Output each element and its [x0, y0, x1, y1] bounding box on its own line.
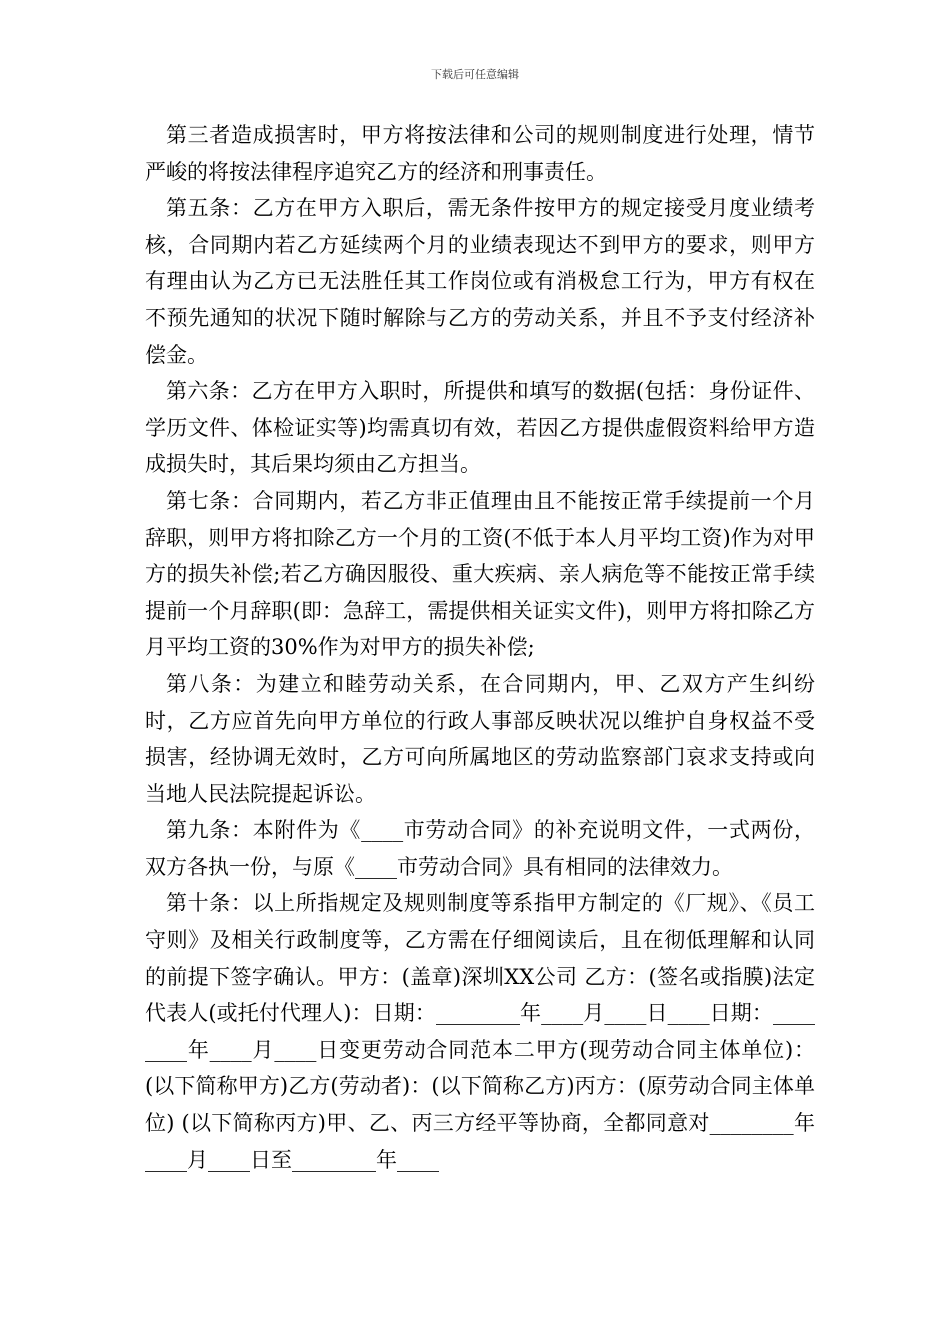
- paragraph-article-7: 第七条：合同期内，若乙方非正值理由且不能按正常手续提前一个月辞职，则甲方将扣除乙方一个月的工资(不低于本人月平均工资)作为对甲方的损失补偿;若乙方确因服役、重大疾病、亲人病危等不能按正常手续提前一个月辞职(即：急辞工，需提供相关证实文件)，则甲方将扣除乙方月平均工资的30%作为对甲方的损失补偿;: [145, 488, 815, 660]
- document-body: [145, 117, 815, 1178]
- paragraph-article-4-continued: 第三者造成损害时，甲方将按法律和公司的规则制度进行处理，情节严峻的将按法律程序追究乙方的经济和刑事责任。: [145, 123, 815, 184]
- paragraph-article-6: 第六条：乙方在甲方入职时，所提供和填写的数据(包括：身份证件、学历文件、体检证实等)均需真切有效，若因乙方提供虚假资料给甲方造成损失时，其后果均须由乙方担当。: [145, 379, 815, 477]
- paragraph-article-5: 第五条：乙方在甲方入职后，需无条件按甲方的规定接受月度业绩考核，合同期内若乙方延续两个月的业绩表现达不到甲方的要求，则甲方有理由认为乙方已无法胜任其工作岗位或有消极怠工行为，甲方有权在不预先通知的状况下随时解除与乙方的劳动关系，并且不予支付经济补偿金。: [145, 196, 815, 367]
- paragraph-article-9: 第九条：本附件为《____市劳动合同》的补充说明文件，一式两份，双方各执一份，与原《____市劳动合同》具有相同的法律效力。: [145, 818, 815, 879]
- page-header: 下载后可任意编辑: [431, 68, 519, 81]
- paragraph-article-10: 第十条：以上所指规定及规则制度等系指甲方制定的《厂规》、《员工守则》及相关行政制度等，乙方需在仔细阅读后，且在彻低理解和认同的前提下签字确认。甲方：(盖章)深圳XX公司 乙方：(签名或指膜)法定代表人(或托付代理人)：日期：________年____月____日____日期：________年____月____日变更劳动合同范本二甲方(现劳动合同主体单位)：(以下简称甲方)乙方(劳动者)：(以下简称乙方)丙方：(原劳动合同主体单位) (以下简称丙方)甲、乙、丙三方经平等协商，全都同意对________年____月____日至________年____: [145, 891, 815, 1172]
- paragraph-article-8: 第八条：为建立和睦劳动关系，在合同期内，甲、乙双方产生纠纷时，乙方应首先向甲方单位的行政人事部反映状况以维护自身权益不受损害，经协调无效时，乙方可向所属地区的劳动监察部门哀求支持或向当地人民法院提起诉讼。: [145, 671, 815, 806]
